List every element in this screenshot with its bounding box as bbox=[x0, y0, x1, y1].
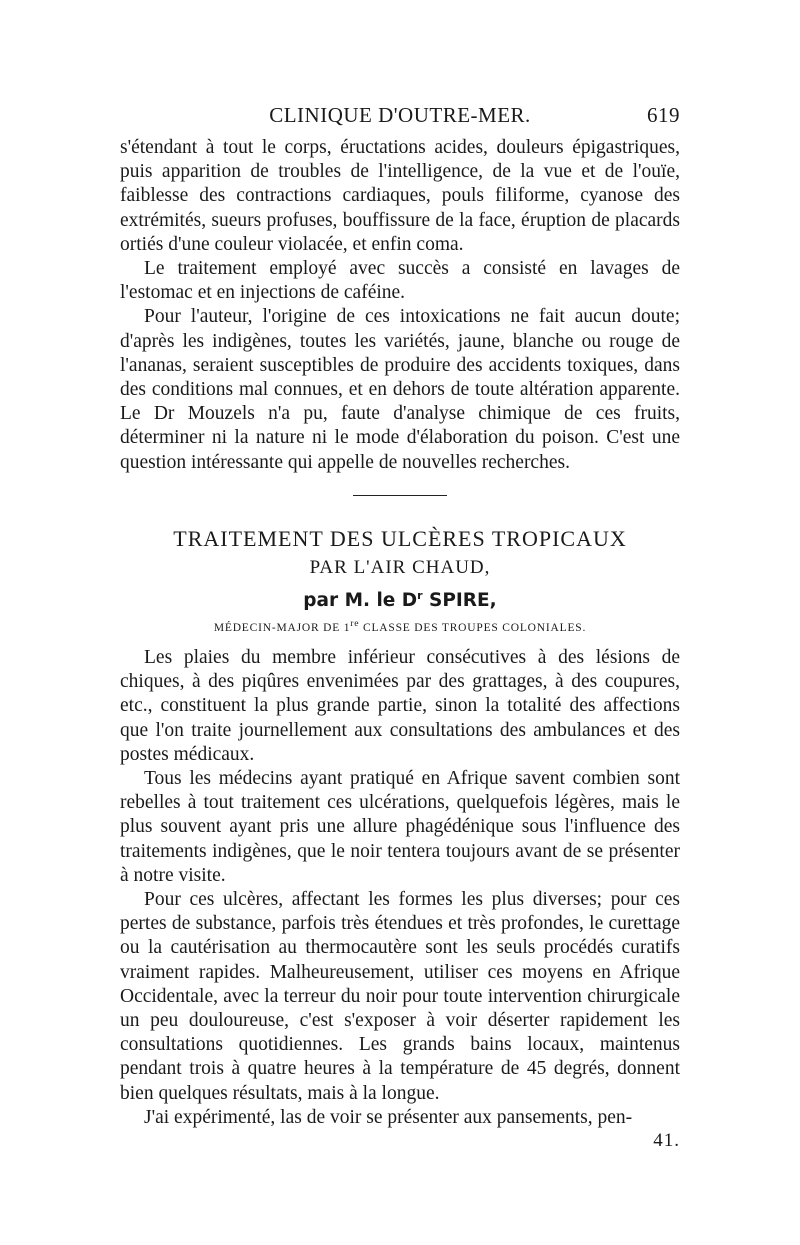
byline-prefix: par M. le D bbox=[303, 590, 418, 612]
paragraph: J'ai expérimenté, las de voir se présenter aux pansements, pen- bbox=[144, 1106, 633, 1128]
paragraph: s'étendant à tout le corps, éructations acides, douleurs épigastriques, puis apparition de troubles de l'intelligence, de la vue et de l'ouïe, faiblesse des contractions cardiaques, pouls filiforme, cyanose des extrémités, sueurs profuses, bouffissure de la face, éruption de placards ortiés d'une couleur violacée, et enfin coma. bbox=[120, 137, 680, 255]
paragraph: Les plaies du membre inférieur consécutives à des lésions de chiques, à des piqûres envenimées par des grattages, à des coupures, etc., constituent la plus grande partie, sinon la totalité des affections que l'on traite journellement aux consultations des ambulances et des postes médicaux. bbox=[120, 647, 680, 765]
byline-name: SPIRE, bbox=[422, 590, 497, 612]
article-body bbox=[120, 646, 680, 1130]
article-title: TRAITEMENT DES ULCÈRES TROPICAUX bbox=[173, 526, 627, 551]
affiliation-sup: re bbox=[350, 618, 360, 629]
byline-sup: r bbox=[417, 589, 423, 602]
paragraph: Le traitement employé avec succès a consisté en lavages de l'estomac et en injections de caféine. bbox=[120, 258, 680, 304]
section-divider bbox=[353, 495, 447, 496]
author-affiliation bbox=[120, 618, 680, 634]
running-head bbox=[120, 103, 680, 133]
affiliation-prefix: MÉDECIN-MAJOR DE 1 bbox=[213, 621, 351, 634]
article-subtitle: PAR L'AIR CHAUD, bbox=[309, 557, 491, 578]
running-title: CLINIQUE D'OUTRE-MER. bbox=[269, 103, 531, 127]
affiliation-suffix: CLASSE DES TROUPES COLONIALES. bbox=[359, 621, 587, 634]
signature-mark: 41. bbox=[653, 1130, 680, 1151]
paragraph: Pour ces ulcères, affectant les formes les plus diverses; pour ces pertes de substance, parfois très étendues et très profondes, le curettage ou la cautérisation au thermocautère sont les seuls procédés curatifs vraiment rapides. Malheureusement, utiliser ces moyens en Afrique Occidentale, avec la terreur du noir pour toute intervention chirurgicale un peu douloureuse, c'est s'exposer à voir déserter rapidement les consultations quotidiennes. Les grands bains locaux, maintenus pendant trois à quatre heures à la température de 45 degrés, donnent bien quelques résultats, mais à la longue. bbox=[120, 889, 680, 1104]
paragraph: Pour l'auteur, l'origine de ces intoxications ne fait aucun doute; d'après les indigènes, toutes les variétés, jaune, blanche ou rouge de l'ananas, seraient susceptibles de produire des accidents toxiques, dans des conditions mal connues, et en dehors de toute altération apparente. Le Dr Mouzels n'a pu, faute d'analyse chimique de ces fruits, déterminer ni la nature ni le mode d'élaboration du poison. C'est une question intéressante qui appelle de nouvelles recherches. bbox=[120, 306, 680, 473]
paragraph: Tous les médecins ayant pratiqué en Afrique savent combien sont rebelles à tout traitement ces ulcérations, quelquefois légères, mais le plus souvent ayant pris une allure phagédénique sous l'influence des traitements indigènes, que le noir tentera toujours avant de se présenter à notre visite. bbox=[120, 768, 680, 886]
article-byline bbox=[120, 589, 680, 611]
previous-article-text bbox=[120, 136, 680, 475]
page-number: 619 bbox=[647, 103, 680, 127]
